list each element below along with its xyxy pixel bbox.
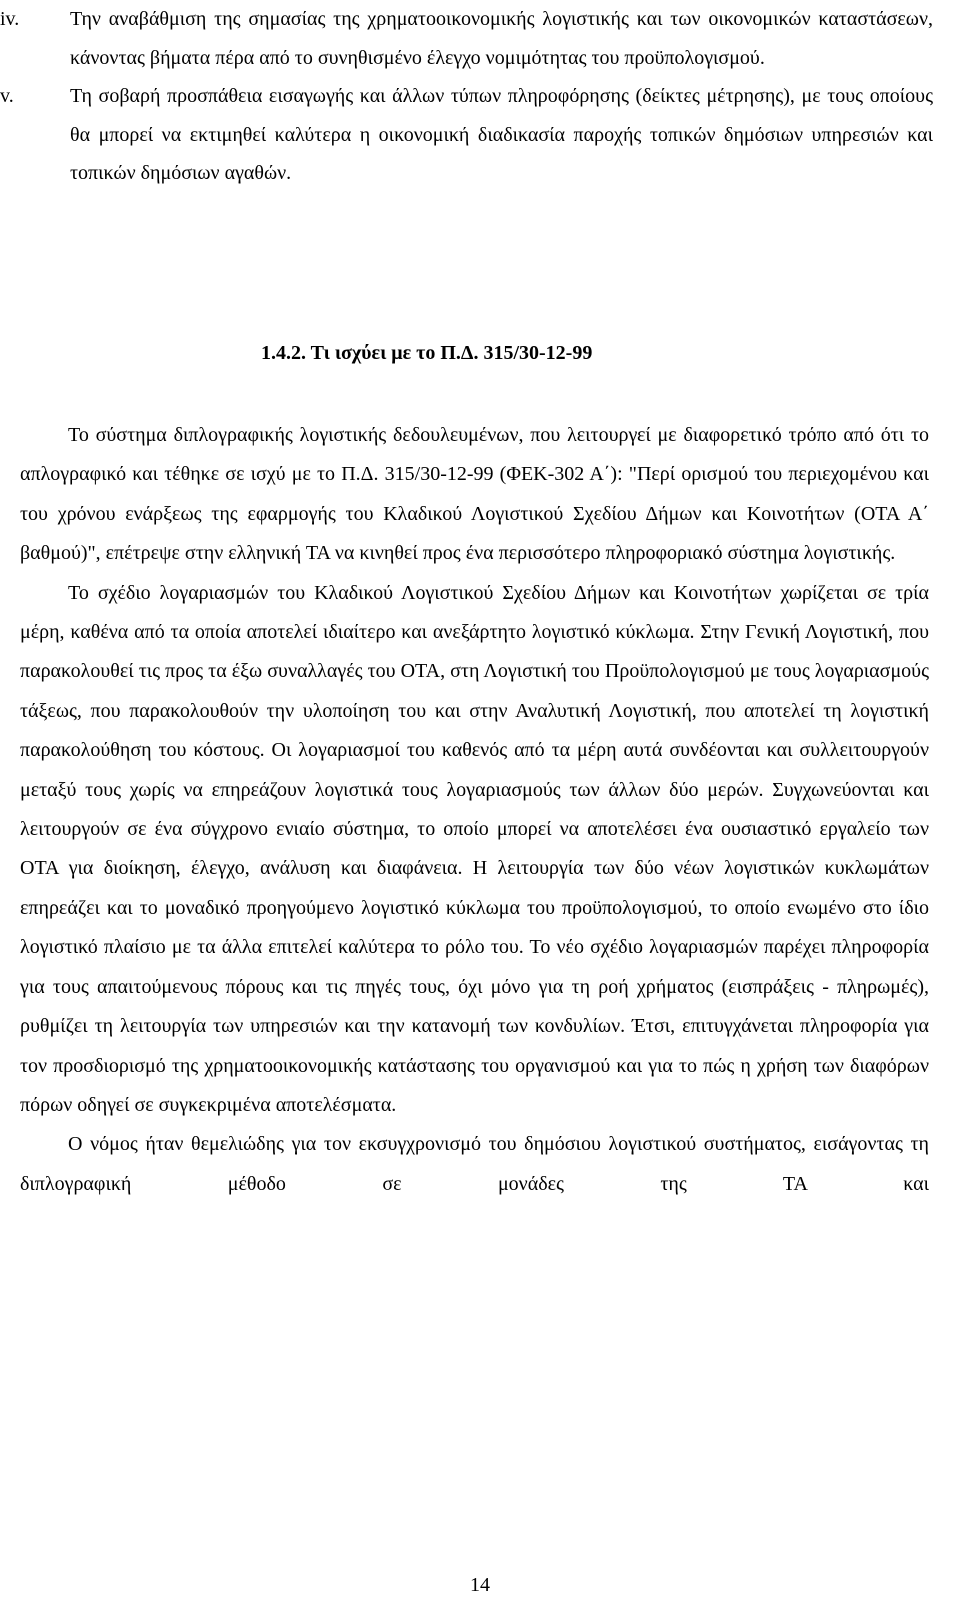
list-item-text: Την αναβάθμιση της σημασίας της χρηματοοικονομικής λογιστικής και των οικονομικών καταστάσεων, κάνοντας βήματα πέρα από το συνηθισμένο έλεγχο νομιμότητας του προϋπολογισμού.: [70, 8, 933, 69]
enumerated-list: [0, 0, 933, 193]
section-heading: 1.4.2. Τι ισχύει με το Π.Δ. 315/30-12-99: [261, 342, 593, 364]
paragraph: Ο νόμος ήταν θεμελιώδης για τον εκσυγχρονισμό του δημόσιου λογιστικού συστήματος, εισάγοντας τη διπλογραφική μέθοδο σε μονάδες της ΤΑ και: [20, 1133, 929, 1195]
page-number: 14: [470, 1574, 490, 1596]
paragraph: Το σύστημα διπλογραφικής λογιστικής δεδουλευμένων, που λειτουργεί με διαφορετικό τρόπο από ότι το απλογραφικό και τέθηκε σε ισχύ με το Π.Δ. 315/30-12-99 (ΦΕΚ-302 Α΄): "Περί ορισμού του περιεχομένου και του χρόνου ενάρξεως της εφαρμογής του Κλαδικού Λογιστικού Σχεδίου Δήμων και Κοινοτήτων (ΟΤΑ Α΄ βαθμού)", επέτρεψε στην ελληνική ΤΑ να κινηθεί προς ένα περισσότερο πληροφοριακό σύστημα λογιστικής.: [20, 424, 929, 565]
list-marker: iv.: [0, 8, 20, 30]
list-item-v: [0, 77, 933, 193]
list-marker: v.: [0, 85, 14, 107]
list-item-iv: [0, 0, 933, 77]
body-text: [20, 416, 929, 1204]
paragraph: Το σχέδιο λογαριασμών του Κλαδικού Λογιστικού Σχεδίου Δήμων και Κοινοτήτων χωρίζεται σε τρία μέρη, καθένα από τα οποία αποτελεί ιδιαίτερο και ανεξάρτητο λογιστικό κύκλωμα. Στην Γενική Λογιστική, που παρακολουθεί τις προς τα έξω συναλλαγές του ΟΤΑ, στη Λογιστική του Προϋπολογισμού με τους λογαριασμούς τάξεως, που παρακολουθούν την υλοποίηση του και στην Αναλυτική Λογιστική, που αποτελεί τη λογιστική παρακολούθηση του κόστους. Οι λογαριασμοί του καθενός από τα μέρη αυτά συνδέονται και συλλειτουργούν μεταξύ τους χωρίς να επηρεάζουν λογιστικά τους λογαριασμούς των άλλων δύο μερών. Συγχωνεύονται και λειτουργούν σε ένα σύγχρονο ενιαίο σύστημα, το οποίο μπορεί να αποτελέσει ένα ουσιαστικό εργαλείο των ΟΤΑ για διοίκηση, έλεγχο, ανάλυση και διαφάνεια. Η λειτουργία των δύο νέων λογιστικών κυκλωμάτων επηρεάζει και το μοναδικό προηγούμενο λογιστικό κύκλωμα του προϋπολογισμού, το οποίο ενωμένο στο ίδιο λογιστικό πλαίσιο με τα άλλα επιτελεί καλύτερα το ρόλο του. Το νέο σχέδιο λογαριασμών παρέχει πληροφορία για τους απαιτούμενους πόρους και τις πηγές τους, όχι μόνο για τη ροή χρήματος (εισπράξεις - πληρωμές), ρυθμίζει τη λειτουργία των υπηρεσιών και την κατανομή των κονδυλίων. Έτσι, επιτυγχάνεται πληροφορία για τον προσδιορισμό της χρηματοοικονομικής κατάστασης του οργανισμού και για το πώς η χρήση των διαφόρων πόρων οδηγεί σε συγκεκριμένα αποτελέσματα.: [20, 581, 929, 1116]
list-item-text: Τη σοβαρή προσπάθεια εισαγωγής και άλλων τύπων πληροφόρησης (δείκτες μέτρησης), με τους οποίους θα μπορεί να εκτιμηθεί καλύτερα η οικονομική διαδικασία παροχής τοπικών δημόσιων υπηρεσιών και τοπικών δημόσιων αγαθών.: [70, 85, 933, 184]
